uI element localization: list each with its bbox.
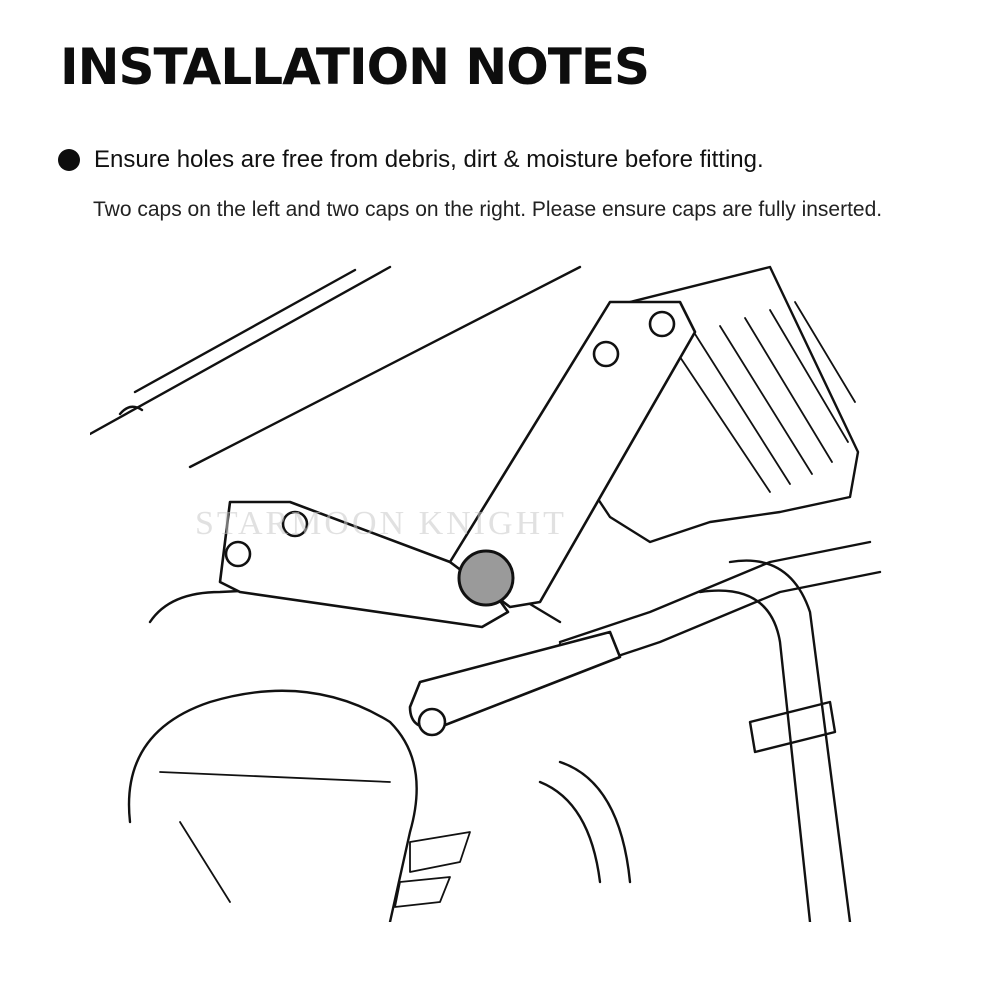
- frame-tube-line: [90, 267, 390, 434]
- watermark: STARMOON KNIGHT: [195, 505, 567, 542]
- hose-line: [560, 542, 870, 642]
- exhaust-pipe: [700, 591, 810, 922]
- engine-cover-outline: [129, 691, 417, 922]
- engine-cover-detail: [395, 877, 450, 907]
- mount-hole-left-1: [226, 542, 250, 566]
- cooling-fins: [670, 302, 855, 492]
- cap-highlight: [459, 551, 513, 605]
- frame-tube-line: [135, 270, 355, 392]
- note-item: [58, 146, 764, 174]
- mount-hole-right-1: [594, 342, 618, 366]
- footrest-pivot: [419, 709, 445, 735]
- hose-line: [540, 782, 600, 882]
- frame-illustration: [90, 262, 970, 922]
- engine-cover-detail: [180, 822, 230, 902]
- mount-hole-right-2: [650, 312, 674, 336]
- note-main-text: Ensure holes are free from debris, dirt & moisture before fitting.: [94, 146, 764, 173]
- frame-tube-line: [190, 267, 580, 467]
- engine-cover-detail: [410, 832, 470, 872]
- engine-cover-detail: [160, 772, 390, 782]
- bullet-icon: [58, 149, 80, 171]
- note-sub-text: Two caps on the left and two caps on the right. Please ensure caps are fully inserted.: [93, 198, 883, 221]
- page-title: INSTALLATION NOTES: [60, 38, 650, 96]
- hose-line: [560, 762, 630, 882]
- installation-diagram: [90, 262, 970, 922]
